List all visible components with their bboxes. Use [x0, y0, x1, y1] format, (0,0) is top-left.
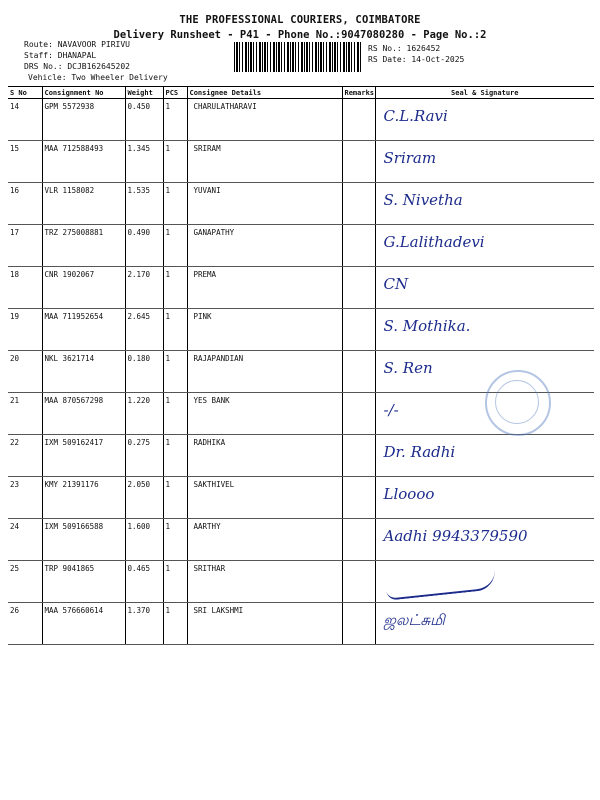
staff-label: Staff: DHANAPAL — [24, 51, 97, 60]
signature-handwriting: Lloooo — [383, 485, 435, 503]
table-row — [8, 225, 594, 267]
row-remarks — [342, 351, 375, 393]
row-weight: 1.220 — [125, 393, 163, 435]
row-weight: 2.645 — [125, 309, 163, 351]
vehicle-label: Vehicle: Two Wheeler Delivery — [28, 73, 168, 82]
row-pcs: 1 — [163, 561, 187, 603]
row-consignment-no: IXM 509166588 — [42, 519, 125, 561]
signature-handwriting: Aadhi 9943379590 — [383, 527, 528, 545]
row-consignee: SAKTHIVEL — [187, 477, 342, 519]
row-signature — [375, 519, 594, 561]
row-sno: 21 — [8, 393, 42, 435]
signature-handwriting: Sriram — [383, 149, 437, 167]
row-weight: 0.275 — [125, 435, 163, 477]
row-signature — [375, 225, 594, 267]
row-signature — [375, 603, 594, 645]
row-consignment-no: VLR 1158082 — [42, 183, 125, 225]
row-consignment-no: IXM 509162417 — [42, 435, 125, 477]
row-pcs: 1 — [163, 225, 187, 267]
row-remarks — [342, 141, 375, 183]
route-label: Route: NAVAVOOR PIRIVU — [24, 40, 130, 49]
row-sno: 15 — [8, 141, 42, 183]
row-weight: 1.345 — [125, 141, 163, 183]
row-sno: 25 — [8, 561, 42, 603]
row-consignee: SRIRAM — [187, 141, 342, 183]
row-remarks — [342, 561, 375, 603]
table-row — [8, 141, 594, 183]
row-remarks — [342, 519, 375, 561]
row-signature — [375, 99, 594, 141]
row-pcs: 1 — [163, 603, 187, 645]
row-pcs: 1 — [163, 141, 187, 183]
row-signature — [375, 435, 594, 477]
rs-date: RS Date: 14-Oct-2025 — [368, 55, 465, 64]
row-consignment-no: CNR 1902067 — [42, 267, 125, 309]
row-pcs: 1 — [163, 267, 187, 309]
row-consignment-no: GPM 5572938 — [42, 99, 125, 141]
table-row — [8, 561, 594, 603]
row-consignment-no: KMY 21391176 — [42, 477, 125, 519]
row-sno: 18 — [8, 267, 42, 309]
row-remarks — [342, 183, 375, 225]
row-sno: 19 — [8, 309, 42, 351]
row-pcs: 1 — [163, 351, 187, 393]
row-signature — [375, 267, 594, 309]
row-remarks — [342, 435, 375, 477]
row-consignee: SRI LAKSHMI — [187, 603, 342, 645]
row-weight: 1.370 — [125, 603, 163, 645]
company-title: THE PROFESSIONAL COURIERS, COIMBATORE — [179, 14, 421, 26]
row-remarks — [342, 99, 375, 141]
signature-scribble-icon — [385, 569, 496, 600]
row-weight: 0.465 — [125, 561, 163, 603]
row-pcs: 1 — [163, 309, 187, 351]
row-sno: 17 — [8, 225, 42, 267]
row-remarks — [342, 477, 375, 519]
signature-handwriting: G.Lalithadevi — [383, 233, 485, 251]
row-pcs: 1 — [163, 393, 187, 435]
row-sno: 14 — [8, 99, 42, 141]
row-consignee: GANAPATHY — [187, 225, 342, 267]
row-consignee: RAJAPANDIAN — [187, 351, 342, 393]
rs-number: RS No.: 1626452 — [368, 44, 441, 53]
row-consignment-no: NKL 3621714 — [42, 351, 125, 393]
row-pcs: 1 — [163, 519, 187, 561]
column-header: Consignee Details — [187, 87, 342, 99]
row-weight: 0.450 — [125, 99, 163, 141]
row-signature — [375, 309, 594, 351]
seal-stamp-icon — [485, 370, 551, 436]
row-consignee: SRITHAR — [187, 561, 342, 603]
column-header: S No — [8, 87, 42, 99]
row-weight: 2.170 — [125, 267, 163, 309]
table-row — [8, 99, 594, 141]
column-header: PCS — [163, 87, 187, 99]
row-consignee: PREMA — [187, 267, 342, 309]
drs-number: DRS No.: DCJB162645202 — [24, 62, 130, 71]
table-row — [8, 267, 594, 309]
column-header: Remarks — [342, 87, 375, 99]
table-header-row — [8, 87, 594, 99]
row-consignee: PINK — [187, 309, 342, 351]
row-consignee: YES BANK — [187, 393, 342, 435]
row-remarks — [342, 267, 375, 309]
runsheet-table — [8, 86, 594, 645]
row-signature — [375, 351, 594, 393]
row-weight: 1.600 — [125, 519, 163, 561]
row-weight: 2.050 — [125, 477, 163, 519]
column-header: Seal & Signature — [375, 87, 594, 99]
row-pcs: 1 — [163, 435, 187, 477]
row-sno: 20 — [8, 351, 42, 393]
row-remarks — [342, 225, 375, 267]
row-consignment-no: TRZ 275008881 — [42, 225, 125, 267]
signature-handwriting: ஜலட்சுமி — [383, 611, 445, 629]
row-signature — [375, 141, 594, 183]
row-signature — [375, 183, 594, 225]
row-sno: 23 — [8, 477, 42, 519]
table-row — [8, 183, 594, 225]
table-row — [8, 477, 594, 519]
signature-handwriting: S. Nivetha — [383, 191, 463, 209]
row-consignment-no: MAA 711952654 — [42, 309, 125, 351]
row-pcs: 1 — [163, 477, 187, 519]
table-row — [8, 519, 594, 561]
row-weight: 1.535 — [125, 183, 163, 225]
row-signature — [375, 477, 594, 519]
row-pcs: 1 — [163, 183, 187, 225]
row-consignee: CHARULATHARAVI — [187, 99, 342, 141]
row-weight: 0.490 — [125, 225, 163, 267]
row-consignment-no: MAA 712588493 — [42, 141, 125, 183]
row-sno: 16 — [8, 183, 42, 225]
row-sno: 22 — [8, 435, 42, 477]
signature-handwriting: S. Mothika. — [383, 317, 471, 335]
row-signature — [375, 561, 594, 603]
row-remarks — [342, 393, 375, 435]
column-header: Weight — [125, 87, 163, 99]
row-pcs: 1 — [163, 99, 187, 141]
signature-handwriting: -/- — [383, 401, 399, 419]
table-row — [8, 309, 594, 351]
row-consignee: YUVANI — [187, 183, 342, 225]
signature-handwriting: C.L.Ravi — [383, 107, 448, 125]
row-remarks — [342, 603, 375, 645]
column-header: Consignment No — [42, 87, 125, 99]
row-sno: 26 — [8, 603, 42, 645]
barcode-icon — [234, 42, 362, 72]
row-consignment-no: MAA 576660614 — [42, 603, 125, 645]
row-consignee: AARTHY — [187, 519, 342, 561]
row-sno: 24 — [8, 519, 42, 561]
row-remarks — [342, 309, 375, 351]
row-consignment-no: TRP 9041865 — [42, 561, 125, 603]
signature-handwriting: S. Ren — [383, 359, 433, 377]
signature-handwriting: Dr. Radhi — [383, 443, 456, 461]
runsheet-title: Delivery Runsheet - P41 - Phone No.:9047080280 - Page No.:2 — [113, 29, 487, 41]
table-row — [8, 603, 594, 645]
signature-handwriting: CN — [383, 275, 409, 293]
row-weight: 0.180 — [125, 351, 163, 393]
row-consignment-no: MAA 870567298 — [42, 393, 125, 435]
row-consignee: RADHIKA — [187, 435, 342, 477]
table-row — [8, 435, 594, 477]
